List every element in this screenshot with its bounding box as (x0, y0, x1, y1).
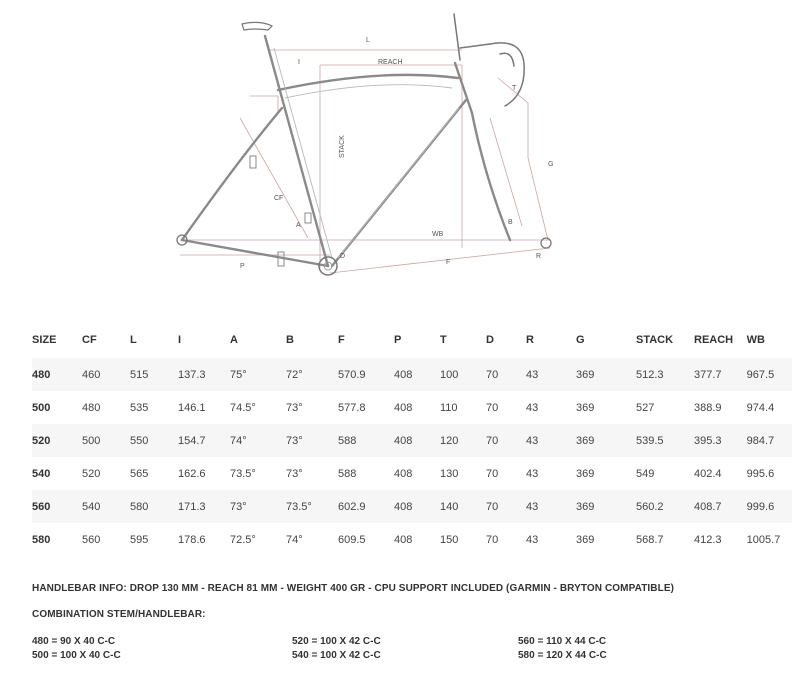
table-cell: 408 (394, 490, 440, 523)
table-cell: 408 (394, 401, 413, 414)
label-i: I (298, 59, 300, 66)
table-cell: 146.1 (178, 401, 206, 414)
frame-geometry-diagram (150, 8, 570, 293)
table-cell: 75° (230, 358, 286, 391)
combination-520: 520 = 100 X 42 C-C (292, 636, 381, 647)
table-cell: 70 (486, 358, 526, 391)
table-cell: 178.6 (178, 533, 206, 546)
table-cell: 43 (526, 490, 576, 523)
size-cell: 520 (32, 424, 82, 457)
label-reach: REACH (378, 59, 403, 66)
label-t: T (512, 85, 517, 92)
table-cell: 560 (82, 533, 101, 546)
table-row (32, 490, 792, 523)
combination-480: 480 = 90 X 40 C-C (32, 636, 116, 647)
table-cell: 588 (338, 424, 394, 457)
table-cell: 995.6 (746, 467, 775, 480)
table-cell: 73.5° (230, 467, 256, 480)
size-cell: 580 (32, 533, 51, 546)
table-cell: 70 (486, 401, 499, 414)
label-stack: STACK (339, 135, 346, 158)
table-cell: 73° (286, 424, 338, 457)
label-f: F (446, 259, 451, 266)
table-cell: 550 (130, 424, 178, 457)
column-header: WB (746, 334, 765, 346)
table-cell: 74.5° (230, 401, 256, 414)
table-cell: 460 (82, 358, 130, 391)
label-p: P (240, 263, 245, 270)
table-cell: 377.7 (694, 358, 747, 391)
table-cell: 100 (440, 358, 486, 391)
table-cell: 369 (576, 358, 636, 391)
table-cell: 527 (636, 401, 655, 414)
table-cell: 984.7 (747, 424, 792, 457)
table-cell: 395.3 (694, 424, 747, 457)
table-cell: 130 (440, 467, 459, 480)
table-cell: 539.5 (636, 424, 694, 457)
label-b: B (508, 219, 513, 226)
combination-heading: COMBINATION STEM/HANDLEBAR: (32, 609, 206, 620)
table-cell: 999.6 (747, 490, 792, 523)
table-cell: 150 (440, 533, 459, 546)
size-cell: 560 (32, 490, 82, 523)
column-header: T (440, 334, 447, 346)
table-cell: 577.8 (338, 401, 366, 414)
table-cell: 408 (394, 358, 440, 391)
table-cell: 540 (82, 490, 130, 523)
table-cell: 967.5 (747, 358, 792, 391)
table-cell: 588 (338, 467, 357, 480)
table-header-row (32, 322, 792, 358)
table-cell: 369 (576, 401, 595, 414)
table-cell: 402.4 (694, 467, 722, 480)
table-cell: 72.5° (230, 533, 256, 546)
table-cell: 369 (576, 424, 636, 457)
table-cell: 74° (286, 533, 303, 546)
column-header: G (576, 334, 585, 346)
table-cell: 70 (486, 490, 526, 523)
label-l: L (366, 37, 370, 44)
table-cell: 480 (82, 401, 101, 414)
table-cell: 70 (486, 467, 499, 480)
table-cell: 43 (526, 467, 539, 480)
table-cell: 369 (576, 533, 595, 546)
table-cell: 43 (526, 533, 539, 546)
table-cell: 43 (526, 401, 539, 414)
column-header: B (286, 334, 294, 346)
table-body (32, 358, 792, 556)
size-cell: 500 (32, 401, 51, 414)
label-a: A (296, 222, 301, 229)
table-cell: 73° (286, 467, 303, 480)
table-cell: 70 (486, 533, 499, 546)
column-header: SIZE (32, 334, 57, 346)
table-cell: 171.3 (178, 490, 230, 523)
table-cell: 408.7 (694, 490, 747, 523)
table-cell: 369 (576, 467, 595, 480)
table-cell: 140 (440, 490, 486, 523)
column-header: F (338, 334, 345, 346)
table-cell: 535 (130, 401, 149, 414)
table-cell: 560.2 (636, 490, 694, 523)
table-cell: 72° (286, 358, 338, 391)
table-cell: 570.9 (338, 358, 394, 391)
table-cell: 43 (526, 424, 576, 457)
table-cell: 974.4 (746, 401, 775, 414)
combination-580: 580 = 120 X 44 C-C (518, 650, 607, 661)
table-cell: 388.9 (694, 401, 722, 414)
table-cell: 515 (130, 358, 178, 391)
table-cell: 1005.7 (746, 533, 781, 546)
table-cell: 70 (486, 424, 526, 457)
column-header: D (486, 334, 494, 346)
table-row (32, 523, 792, 556)
table-cell: 43 (526, 358, 576, 391)
table-cell: 162.6 (178, 467, 206, 480)
size-cell: 540 (32, 467, 51, 480)
combination-500: 500 = 100 X 40 C-C (32, 650, 121, 661)
table-row (32, 391, 792, 424)
label-r: R (536, 253, 542, 260)
table-cell: 408 (394, 533, 413, 546)
table-cell: 137.3 (178, 358, 230, 391)
table-cell: 154.7 (178, 424, 230, 457)
table-cell: 609.5 (338, 533, 366, 546)
table-cell: 120 (440, 424, 486, 457)
column-header: P (394, 334, 402, 346)
table-row (32, 457, 792, 490)
table-cell: 565 (130, 467, 149, 480)
table-cell: 110 (440, 401, 458, 414)
table-cell: 73° (286, 401, 303, 414)
table-row (32, 424, 792, 457)
column-header: L (130, 334, 137, 346)
table-cell: 74° (230, 424, 286, 457)
table-cell: 500 (82, 424, 130, 457)
label-cf: CF (274, 195, 284, 202)
column-header: STACK (636, 334, 674, 346)
combination-540: 540 = 100 X 42 C-C (292, 650, 381, 661)
column-header: I (178, 334, 182, 346)
column-header: A (230, 334, 238, 346)
size-cell: 480 (32, 358, 82, 391)
table-cell: 408 (394, 424, 440, 457)
column-header: CF (82, 334, 97, 346)
combination-560: 560 = 110 X 44 C-C (518, 636, 607, 647)
table-cell: 580 (130, 490, 178, 523)
table-cell: 73° (230, 490, 286, 523)
table-cell: 512.3 (636, 358, 694, 391)
handlebar-info: HANDLEBAR INFO: DROP 130 MM - REACH 81 MM - WEIGHT 400 GR - CPU SUPPORT INCLUDED (GARMIN - BRYTON COMPATIBLE) (32, 583, 675, 594)
table-cell: 602.9 (338, 490, 394, 523)
geometry-table (32, 322, 792, 556)
column-header: R (526, 334, 534, 346)
table-cell: 369 (576, 490, 636, 523)
table-cell: 595 (130, 533, 149, 546)
label-d: D (340, 253, 346, 260)
table-row (32, 358, 792, 391)
table-cell: 412.3 (694, 533, 722, 546)
table-cell: 520 (82, 467, 101, 480)
label-wb: WB (432, 231, 444, 238)
table-cell: 568.7 (636, 533, 664, 546)
column-header: REACH (694, 334, 734, 346)
table-cell: 549 (636, 467, 655, 480)
table-cell: 408 (394, 467, 413, 480)
table-cell: 73.5° (286, 490, 338, 523)
label-g: G (548, 161, 554, 168)
